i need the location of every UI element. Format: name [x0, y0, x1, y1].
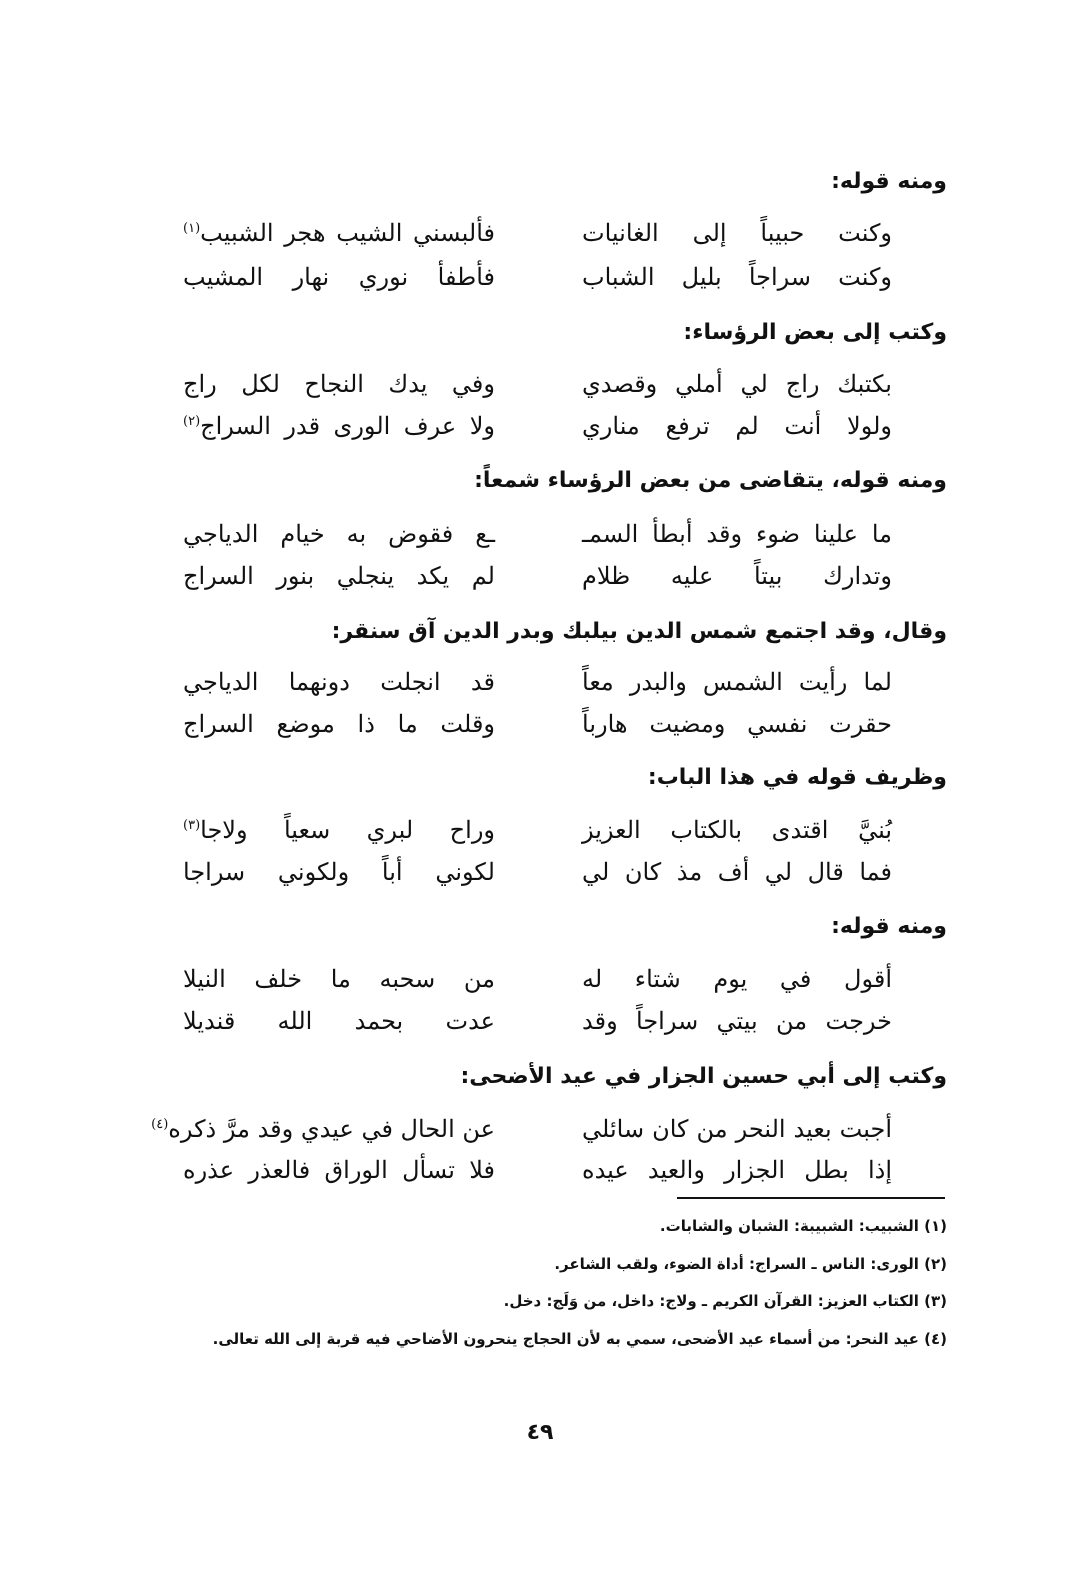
footnote-number: (٤) — [924, 1330, 947, 1348]
verse-second-hemistich: عن الحال في عيدي وقد مرَّ ذكره$^{(٤)}$ — [151, 1115, 495, 1143]
verse-second-hemistich: لكوني أباً ولكوني سراجا — [183, 858, 495, 886]
verse-first-hemistich: لما رأيت الشمس والبدر معاً — [582, 668, 892, 696]
section-intro: ومنه قوله، يتقاضى من بعض الرؤساء شمعاً: — [474, 468, 947, 493]
verse-second-hemistich: قد انجلت دونهما الدياجي — [183, 668, 495, 696]
section-intro: وظريف قوله في هذا الباب: — [647, 765, 947, 790]
section-intro: وكتب إلى بعض الرؤساء: — [683, 320, 947, 345]
verse-second-hemistich: وفي يدك النجاح لكل راج — [183, 370, 495, 398]
verse-first-hemistich: أجبت بعيد النحر من كان سائلي — [582, 1115, 892, 1143]
footnote-number: (٢) — [924, 1255, 947, 1273]
verse-first-hemistich: وكنت حبيباً إلى الغانيات — [582, 219, 892, 247]
footnote-number: (٣) — [924, 1292, 947, 1310]
section-intro: ومنه قوله: — [831, 169, 947, 194]
verse-first-hemistich: خرجت من بيتي سراجاً وقد — [582, 1007, 892, 1035]
verse-first-hemistich: ما علينا ضوء وقد أبطأ السمـ — [582, 520, 892, 548]
verse-second-hemistich: وقلت ما ذا موضع السراج — [183, 710, 495, 738]
page-number: ٤٩ — [526, 1420, 554, 1445]
footnote-text: الشبيب: الشبيبة: الشبان والشابات. — [659, 1217, 919, 1235]
section-intro: وكتب إلى أبي حسين الجزار في عيد الأضحى: — [460, 1064, 947, 1089]
verse-second-hemistich: ـع فقوض به خيام الدياجي — [183, 520, 495, 548]
verse-first-hemistich: ولولا أنت لم ترفع مناري — [582, 412, 892, 440]
footnote — [660, 1214, 947, 1238]
verse-second-hemistich: عدت بحمد الله قنديلا — [183, 1007, 495, 1035]
verse-second-hemistich: فألبسني الشيب هجر الشبيب$^{(١)}$ — [183, 219, 495, 247]
footnote — [504, 1289, 947, 1313]
footnote-ref: (١) — [183, 221, 201, 236]
footnote-number: (١) — [924, 1217, 947, 1235]
footnote-text: الورى: الناس ـ السراج: أداة الضوء، ولقب الشاعر. — [554, 1255, 919, 1273]
section-intro: وقال، وقد اجتمع شمس الدين بيلبك وبدر الدين آق سنقر: — [331, 619, 947, 644]
verse-second-hemistich: فلا تسأل الوراق فالعذر عذره — [183, 1156, 495, 1184]
footnote-text: عيد النحر: من أسماء عيد الأضحى، سمي به لأن الحجاج ينحرون الأضاحي فيه قربة إلى الله تعالى. — [212, 1330, 919, 1348]
verse-first-hemistich: وكنت سراجاً بليل الشباب — [582, 263, 892, 291]
section-intro: ومنه قوله: — [831, 914, 947, 939]
footnote-divider — [677, 1197, 945, 1199]
verse-second-hemistich: فأطفأ نوري نهار المشيب — [183, 263, 495, 291]
verse-second-hemistich: من سحبه ما خلف النيلا — [183, 965, 495, 993]
footnote-ref: (٢) — [183, 414, 201, 429]
verse-first-hemistich: وتدارك بيتاً عليه ظلام — [582, 562, 892, 590]
verse-first-hemistich: بكتبك راج لي أملي وقصدي — [582, 370, 892, 398]
verse-first-hemistich: بُنيَّ اقتدى بالكتاب العزيز — [582, 816, 892, 844]
verse-first-hemistich: أقول في يوم شتاء له — [582, 965, 892, 993]
verse-second-hemistich: لم يكد ينجلي بنور السراج — [183, 562, 495, 590]
footnote-ref: (٤) — [151, 1117, 169, 1132]
verse-first-hemistich: إذا بطل الجزار والعيد عيده — [582, 1156, 892, 1184]
verse-first-hemistich: فما قال لي أف مذ كان لي — [582, 858, 892, 886]
verse-second-hemistich: ولا عرف الورى قدر السراج$^{(٢)}$ — [183, 412, 495, 440]
verse-second-hemistich: وراح لبري سعياً ولاجا$^{(٣)}$ — [183, 816, 495, 844]
footnote-ref: (٣) — [183, 818, 201, 833]
verse-first-hemistich: حقرت نفسي ومضيت هارباً — [582, 710, 892, 738]
footnote — [554, 1252, 947, 1276]
footnote — [135, 1321, 947, 1357]
footnote-text: الكتاب العزيز: القرآن الكريم ـ ولاج: داخل، من وَلَج: دخل. — [503, 1292, 919, 1310]
